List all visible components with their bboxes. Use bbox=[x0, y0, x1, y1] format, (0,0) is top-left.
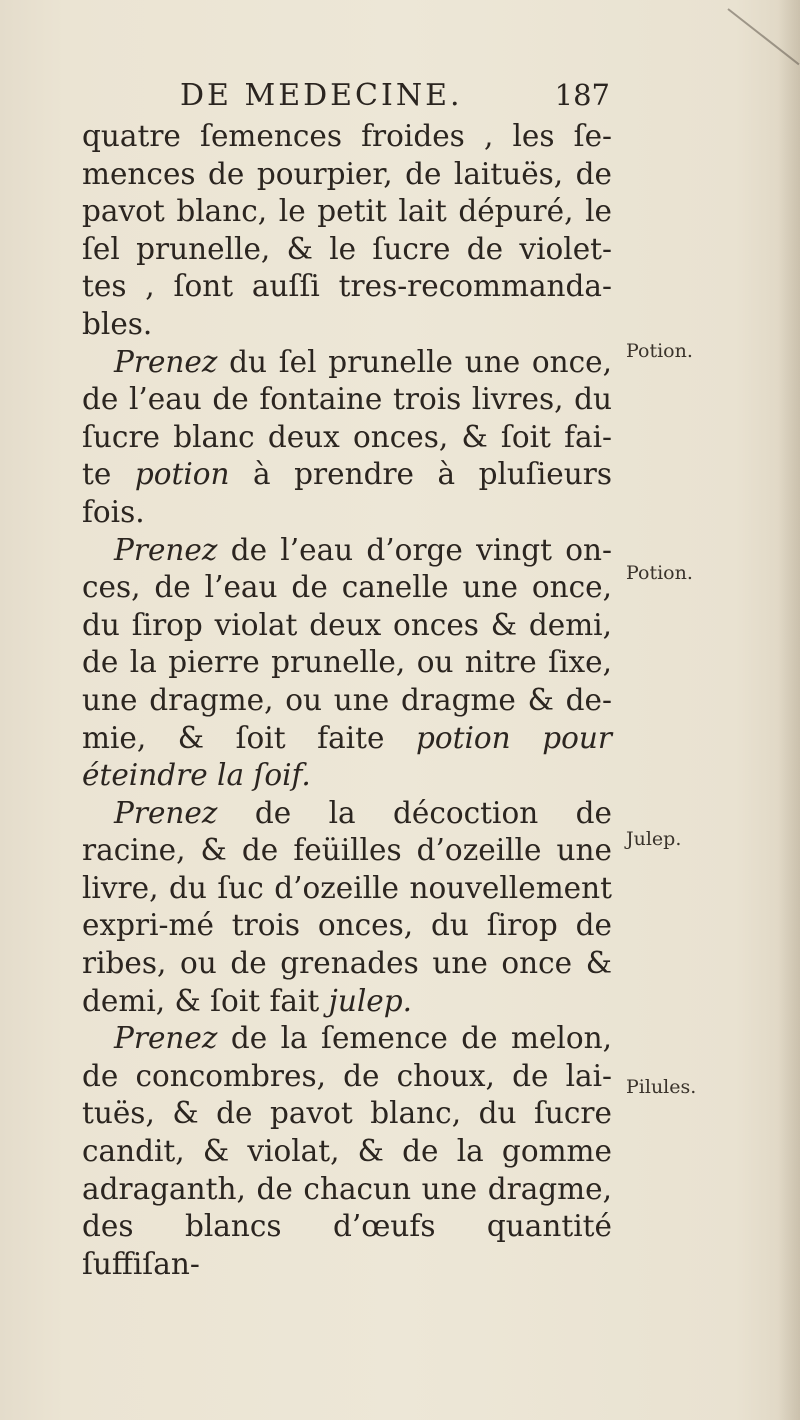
main-text bbox=[82, 118, 612, 1283]
italic-text: julep. bbox=[328, 983, 412, 1018]
running-title: DE MEDECINE. bbox=[180, 78, 463, 113]
page-edge-shadow bbox=[778, 0, 800, 1420]
text-run: de la décoction de racine, & de feüilles d’ozeille une livre, du ſuc d’ozeille nouvellement expri-mé trois onces, du ſirop de ribes, ou de grenades une once & demi, & ſoit fait bbox=[82, 795, 612, 1018]
text-run: à prendre à pluſieurs fois. bbox=[82, 457, 612, 529]
margin-note-potion-2: Potion. bbox=[626, 562, 693, 584]
margin-note-potion-1: Potion. bbox=[626, 340, 693, 362]
page-number: 187 bbox=[554, 78, 610, 112]
paragraph bbox=[82, 795, 612, 1021]
italic-text: Prenez bbox=[114, 795, 218, 830]
italic-text: potion pour éteindre la ſoif. bbox=[82, 720, 612, 793]
text-run: de l’eau d’orge vingt on-ces, de l’eau de canelle une once, du ſirop violat deux onces & demi, de la pierre prunelle, ou nitre ſixe, une dragme, ou une dragme & de-mie, & ſoit faite bbox=[82, 532, 612, 755]
italic-text: Prenez bbox=[114, 1021, 218, 1056]
text-run: quatre ſemences froides , les ſe-mences de pourpier, de laituës, de pavot blanc, le petit lait dépuré, le ſel prunelle, & le ſucre de violet-tes , ſont auſſi tres-recommanda-bles. bbox=[82, 119, 612, 341]
italic-text: Prenez bbox=[114, 344, 218, 379]
margin-note-pilules: Pilules. bbox=[626, 1076, 697, 1098]
italic-text: Prenez bbox=[114, 532, 218, 567]
paragraph bbox=[82, 118, 612, 344]
margin-note-julep: Julep. bbox=[626, 828, 682, 850]
text-run: de la ſemence de melon, de concombres, de choux, de lai-tuës, & de pavot blanc, du ſucre candit, & violat, & de la gomme adraganth, de chacun une dragme, des blancs d’œufs quantité ſuffiſan- bbox=[82, 1021, 612, 1281]
paragraph bbox=[82, 1020, 612, 1283]
text-run: du ſel prunelle une once, de l’eau de fontaine trois livres, du ſucre blanc deux onces, & ſoit fai-te bbox=[82, 344, 612, 492]
paragraph bbox=[82, 344, 612, 532]
paragraph bbox=[82, 532, 612, 795]
running-header bbox=[180, 78, 620, 118]
italic-text: potion bbox=[134, 457, 230, 492]
